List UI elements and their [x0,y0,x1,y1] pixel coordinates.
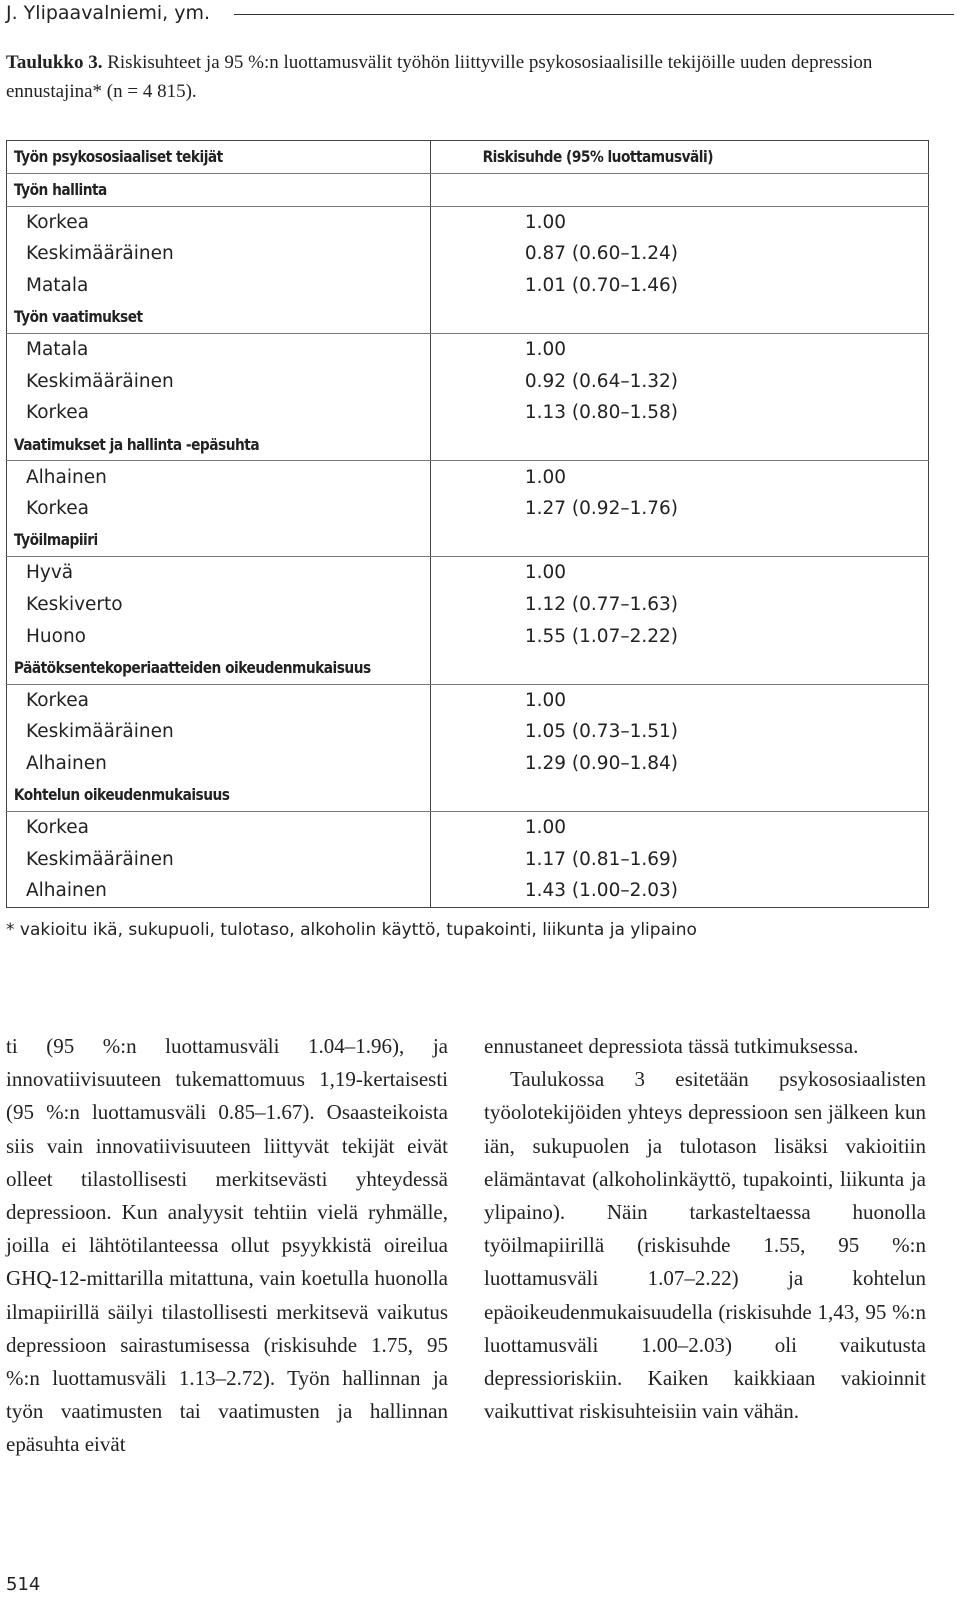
table-row [7,557,929,589]
table-row [7,333,929,365]
header-risk-ratio-label: Riskisuhde (95% luottamusväli) [482,147,713,166]
table-group-row [7,779,929,811]
risk-ratio-cell [430,557,928,589]
table-row [7,493,929,525]
risk-ratio-cell [430,843,928,875]
level-label: Matala [26,339,89,361]
table-footnote: * vakioitu ikä, sukupuoli, tulotaso, alkoholin käyttö, tupakointi, liikunta ja ylipaino [6,920,697,940]
table-row [7,206,929,238]
body-paragraph: ennustaneet depressiota tässä tutkimuksessa. [484,1034,859,1058]
table-row [7,270,929,302]
level-cell [7,811,431,843]
level-label: Keskiverto [26,594,123,616]
header-cell-risk-ratio [430,141,928,174]
risk-ratio-table-body [7,141,929,908]
level-cell [7,557,431,589]
table-caption [6,48,936,106]
group-title: Työilmapiiri [13,530,98,550]
risk-ratio-value: 1.00 [524,211,567,233]
body-paragraph: Taulukossa 3 esitetään psykososiaalisten työolotekijöiden yhteys depressioon sen jälkeen kun iän, sukupuolen ja tulotason lisäksi vakioitiin elämäntavat (alkoholinkäyttö, tupakointi, liikunta ja ylipaino). Näin tarkasteltaessa huonolla työilmapiirillä (riskisuhde 1.55, 95 %:n luottamusväli 1.07–2.22) ja kohtelun epäoikeudenmukaisuudella (riskisuhde 1,43, 95 %:n luottamusväli 1.00–2.03) oli vaikutusta depressioriskiin. Kaiken kaikkiaan vakioinnit vaikuttivat riskisuhteisiin vain vähän. [484,1067,926,1424]
group-title: Kohtelun oikeudenmukaisuus [13,785,230,805]
risk-ratio-cell [430,875,928,907]
group-title-cell [7,779,431,811]
risk-ratio-cell [430,238,928,270]
group-title-cell [7,174,431,207]
level-cell [7,270,431,302]
risk-ratio-value: 1.00 [524,339,567,361]
table-group-row [7,429,929,461]
risk-ratio-value: 1.13 (0.80–1.58) [524,402,678,424]
risk-ratio-cell [430,748,928,780]
level-label: Korkea [26,817,89,839]
level-cell [7,333,431,365]
risk-ratio-cell [430,270,928,302]
group-value-cell [430,779,928,811]
table-row [7,397,929,429]
risk-ratio-cell [430,716,928,748]
table-row [7,589,929,621]
header-factors-label: Työn psykososiaaliset tekijät [13,147,223,166]
table-group-row [7,525,929,557]
level-cell [7,397,431,429]
table-header-row [7,141,929,174]
table-group-row [7,652,929,684]
table-row [7,238,929,270]
group-value-cell [430,429,928,461]
level-label: Alhainen [26,752,107,774]
level-label: Keskimääräinen [26,721,174,743]
risk-ratio-cell [430,589,928,621]
group-value-cell [430,652,928,684]
table-caption-label: Taulukko 3. [6,52,103,73]
table-caption-text: Riskisuhteet ja 95 %:n luottamusvälit työhön liittyville psykososiaalisille tekijöille uuden depression ennustajina* (n = 4 815). [6,52,873,102]
level-label: Korkea [26,211,89,233]
table-row [7,748,929,780]
level-label: Keskimääräinen [26,848,174,870]
header-cell-factors [7,141,431,174]
risk-ratio-cell [430,461,928,493]
risk-ratio-value: 1.55 (1.07–2.22) [524,625,678,647]
risk-ratio-cell [430,397,928,429]
body-column-right [484,1030,926,1428]
level-label: Keskimääräinen [26,370,174,392]
risk-ratio-value: 1.00 [524,817,567,839]
table-row [7,620,929,652]
risk-ratio-value: 1.00 [524,466,567,488]
level-label: Korkea [26,498,89,520]
table-group-row [7,174,929,207]
risk-ratio-cell [430,493,928,525]
risk-ratio-value: 1.27 (0.92–1.76) [524,498,678,520]
table-row [7,716,929,748]
group-title-cell [7,652,431,684]
level-cell [7,843,431,875]
level-cell [7,716,431,748]
table-row [7,461,929,493]
table-row [7,366,929,398]
risk-ratio-cell [430,366,928,398]
risk-ratio-cell [430,684,928,716]
risk-ratio-value: 1.12 (0.77–1.63) [524,594,678,616]
level-cell [7,206,431,238]
risk-ratio-value: 1.01 (0.70–1.46) [524,275,678,297]
risk-ratio-cell [430,333,928,365]
risk-ratio-value: 0.92 (0.64–1.32) [524,370,678,392]
body-column-left [6,1030,448,1462]
group-value-cell [430,525,928,557]
level-label: Korkea [26,402,89,424]
group-title-cell [7,525,431,557]
risk-ratio-value: 1.29 (0.90–1.84) [524,752,678,774]
level-cell [7,366,431,398]
table-row [7,684,929,716]
level-cell [7,461,431,493]
level-label: Alhainen [26,466,107,488]
level-label: Korkea [26,689,89,711]
level-label: Matala [26,275,89,297]
group-title: Työn vaatimukset [13,307,143,327]
group-title: Työn hallinta [13,179,107,199]
risk-ratio-value: 1.00 [524,689,567,711]
page-number: 514 [6,1574,41,1595]
running-head-author: J. Ylipaavalniemi, ym. [6,2,211,24]
risk-ratio-value: 1.43 (1.00–2.03) [524,880,678,902]
level-cell [7,875,431,907]
body-paragraph: ti (95 %:n luottamusväli 1.04–1.96), ja innovatiivisuuteen tukemattomuus 1,19-kertaisesti (95 %:n luottamusväli 0.85–1.67). Osaasteikoista siis vain innovatiivisuuteen liittyvät tekijät eivät olleet tilastollisesti merkitsevästi yhteydessä depressioon. Kun analyysit tehtiin vielä ryhmälle, joilla ei lähtötilanteessa ollut psyykkistä oireilua GHQ-12-mittarilla mitattuna, vain koetulla huonolla ilmapiirillä säilyi tilastollisesti merkitsevä vaikutus depressioon sairastumisessa (riskisuhde 1.75, 95 %:n luottamusväli 1.13–2.72). Työn hallinnan ja työn vaatimusten tai vaatimusten ja hallinnan epäsuhta eivät [6,1034,448,1457]
group-title: Vaatimukset ja hallinta -epäsuhta [13,434,260,454]
risk-ratio-cell [430,620,928,652]
level-cell [7,238,431,270]
risk-ratio-value: 1.17 (0.81–1.69) [524,848,678,870]
group-value-cell [430,301,928,333]
level-label: Huono [26,625,86,647]
risk-ratio-value: 0.87 (0.60–1.24) [524,243,678,265]
level-cell [7,620,431,652]
risk-ratio-value: 1.05 (0.73–1.51) [524,721,678,743]
level-cell [7,748,431,780]
level-label: Hyvä [26,562,74,584]
group-title: Päätöksentekoperiaatteiden oikeudenmukaisuus [13,657,371,677]
risk-ratio-cell [430,206,928,238]
table-row [7,875,929,907]
level-cell [7,684,431,716]
level-label: Keskimääräinen [26,243,174,265]
group-value-cell [430,174,928,207]
group-title-cell [7,429,431,461]
risk-ratio-value: 1.00 [524,562,567,584]
table-row [7,843,929,875]
running-head-rule [234,14,954,15]
risk-ratio-table [6,140,929,908]
group-title-cell [7,301,431,333]
table-row [7,811,929,843]
risk-ratio-cell [430,811,928,843]
level-cell [7,493,431,525]
level-label: Alhainen [26,880,107,902]
running-head [6,0,954,26]
level-cell [7,589,431,621]
table-group-row [7,301,929,333]
